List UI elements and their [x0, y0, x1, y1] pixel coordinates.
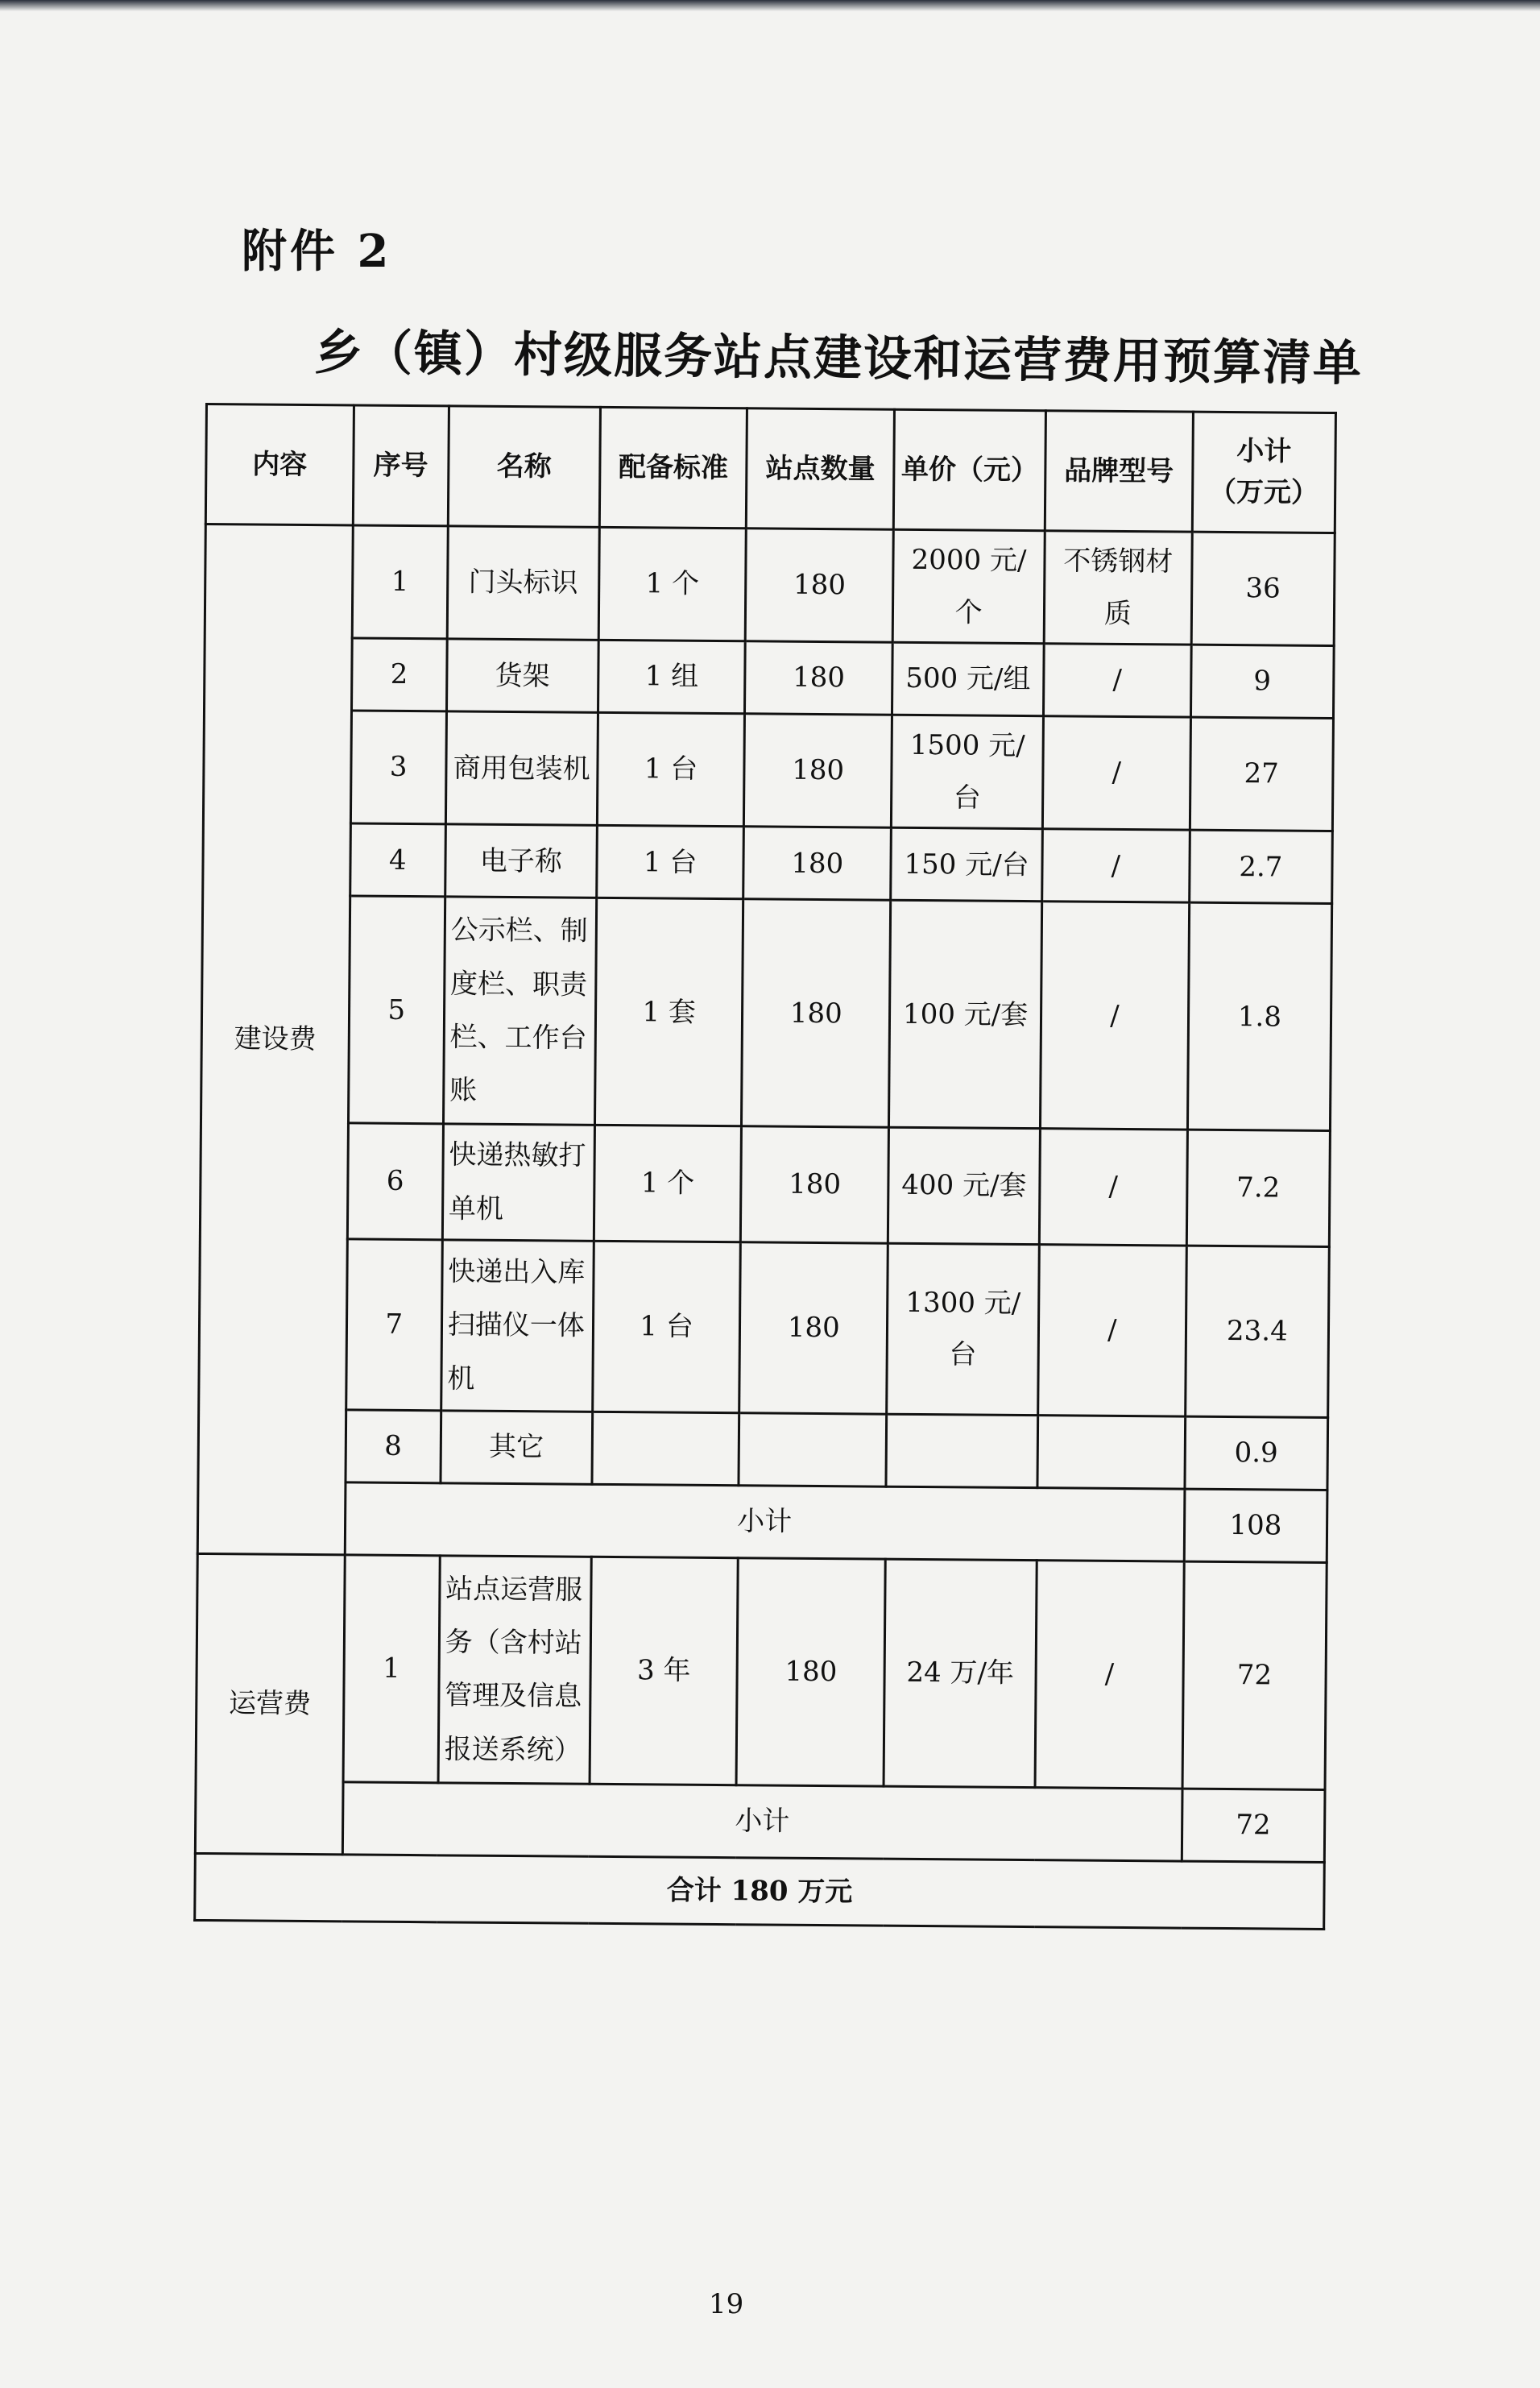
table-row — [200, 1122, 1330, 1247]
header-standard: 配备标准 — [599, 407, 747, 528]
cell-seq: 7 — [346, 1239, 442, 1411]
cell-stations — [739, 1413, 886, 1486]
cell-name: 快递出入库扫描仪一体机 — [441, 1240, 594, 1412]
cell-subtotal: 7.2 — [1186, 1130, 1330, 1246]
table-row — [203, 710, 1333, 831]
cell-standard: 1 台 — [596, 826, 743, 899]
cell-standard: 1 台 — [592, 1241, 740, 1412]
cell-unit-price: 500 元/组 — [892, 642, 1045, 715]
cell-unit-price: 100 元/套 — [889, 901, 1042, 1129]
cell-unit-price: 24 万/年 — [884, 1559, 1037, 1787]
cell-unit-price: 1500 元/台 — [891, 715, 1043, 829]
cell-stations: 180 — [739, 1242, 888, 1414]
cell-unit-price: 150 元/台 — [891, 828, 1043, 902]
header-brand: 品牌型号 — [1045, 411, 1193, 532]
header-subtotal-line1: 小计 — [1236, 435, 1292, 468]
cell-standard: 1 台 — [597, 713, 745, 827]
cell-name: 公示栏、制度栏、职责栏、工作台账 — [443, 897, 596, 1125]
cell-standard: 1 组 — [598, 641, 745, 714]
cell-standard: 1 个 — [594, 1126, 742, 1242]
cell-name: 站点运营服务（含村站管理及信息报送系统） — [438, 1556, 591, 1784]
cell-stations: 180 — [736, 1558, 885, 1786]
cell-brand: / — [1042, 716, 1190, 831]
cell-name: 门头标识 — [447, 526, 599, 641]
cell-subtotal: 72 — [1182, 1561, 1327, 1789]
cell-standard: 1 个 — [598, 527, 747, 641]
grand-total-row — [195, 1853, 1325, 1929]
operation-subtotal-row — [195, 1781, 1325, 1862]
table-row — [205, 637, 1335, 719]
cell-seq: 1 — [352, 525, 448, 639]
construction-subtotal-row — [197, 1481, 1327, 1562]
cell-seq: 3 — [350, 711, 446, 824]
table-row — [205, 524, 1335, 646]
cell-subtotal: 0.9 — [1185, 1416, 1328, 1490]
cell-brand: / — [1042, 829, 1190, 902]
cell-unit-price: 400 元/套 — [888, 1128, 1040, 1245]
cell-unit-price — [886, 1414, 1038, 1487]
header-unit-price: 单价（元） — [893, 409, 1045, 530]
cell-stations: 180 — [742, 899, 891, 1127]
cell-subtotal: 1.8 — [1187, 902, 1332, 1130]
header-stations: 站点数量 — [747, 408, 895, 529]
header-name: 名称 — [448, 406, 600, 527]
cell-stations: 180 — [743, 827, 891, 900]
cell-stations: 180 — [746, 529, 894, 643]
cell-brand: / — [1041, 902, 1190, 1130]
table-row — [199, 1238, 1330, 1417]
cell-brand — [1037, 1416, 1185, 1489]
cell-standard: 3 年 — [590, 1557, 739, 1785]
cell-seq: 8 — [346, 1410, 441, 1483]
cell-seq: 5 — [348, 896, 445, 1124]
cell-name: 其它 — [441, 1411, 593, 1484]
cell-seq: 2 — [351, 638, 447, 711]
budget-table — [193, 403, 1337, 1930]
construction-subtotal-label: 小计 — [345, 1482, 1185, 1561]
cell-brand: 不锈钢材质 — [1044, 531, 1192, 645]
cell-subtotal: 2.7 — [1189, 830, 1332, 903]
cell-unit-price: 1300 元/台 — [887, 1243, 1040, 1415]
scan-top-edge — [0, 0, 1540, 11]
table-row — [203, 823, 1333, 904]
cell-name: 快递热敏打单机 — [442, 1124, 594, 1241]
attachment-label: 附件 2 — [242, 225, 392, 278]
cell-seq: 1 — [343, 1555, 440, 1783]
cell-stations: 180 — [741, 1126, 889, 1243]
cell-standard: 1 套 — [594, 898, 743, 1126]
cell-subtotal: 27 — [1190, 717, 1333, 831]
header-seq: 序号 — [353, 405, 449, 526]
cell-brand: / — [1035, 1561, 1184, 1789]
cell-stations: 180 — [744, 714, 892, 828]
table-row — [198, 1408, 1328, 1490]
cell-name: 电子称 — [445, 824, 597, 898]
construction-subtotal-value: 108 — [1184, 1489, 1327, 1562]
operation-subtotal-label: 小计 — [342, 1782, 1182, 1861]
operation-label: 运营费 — [195, 1553, 345, 1854]
operation-subtotal-value: 72 — [1182, 1789, 1325, 1862]
grand-total: 合计 180 万元 — [195, 1853, 1325, 1929]
page-number: 19 — [709, 2288, 744, 2320]
cell-stations: 180 — [745, 641, 892, 715]
cell-name: 商用包装机 — [445, 711, 598, 826]
cell-standard — [592, 1412, 739, 1485]
cell-subtotal: 36 — [1191, 532, 1335, 646]
table-row — [196, 1553, 1327, 1789]
header-subtotal-line2: （万元） — [1208, 475, 1319, 509]
cell-subtotal: 23.4 — [1185, 1246, 1329, 1417]
cell-brand: / — [1044, 644, 1191, 717]
header-content: 内容 — [205, 404, 354, 525]
cell-subtotal: 9 — [1190, 645, 1334, 718]
header-row — [205, 404, 1335, 533]
cell-brand: / — [1039, 1129, 1187, 1246]
budget-table-wrapper — [193, 403, 1337, 1930]
cell-name: 货架 — [446, 639, 598, 712]
cell-seq: 6 — [347, 1123, 443, 1240]
construction-label: 建设费 — [197, 524, 353, 1555]
table-row — [201, 895, 1331, 1131]
cell-unit-price: 2000 元/个 — [892, 529, 1045, 644]
document-title: 乡（镇）村级服务站点建设和运营费用预算清单 — [313, 325, 1364, 392]
header-subtotal — [1192, 412, 1335, 533]
cell-brand: / — [1038, 1245, 1186, 1416]
cell-seq: 4 — [350, 823, 445, 897]
